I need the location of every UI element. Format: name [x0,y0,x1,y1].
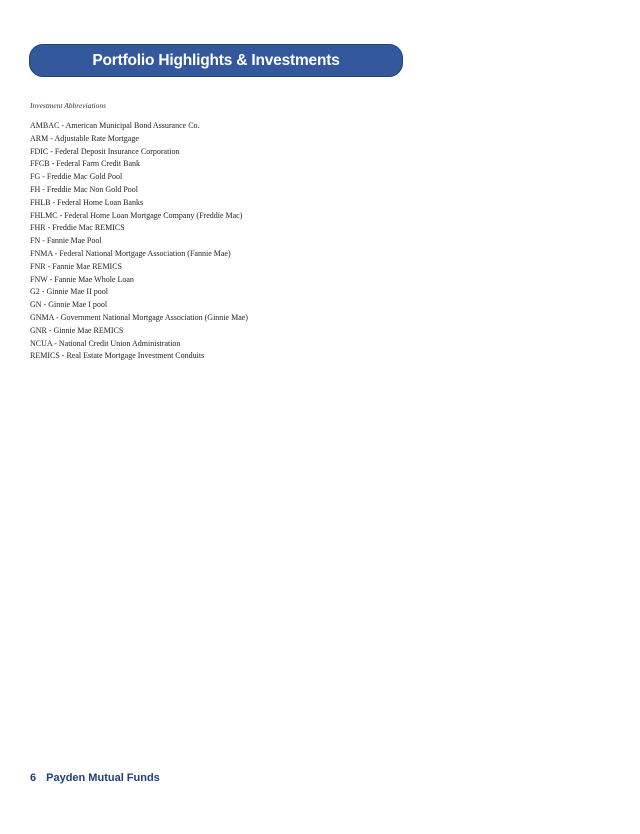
publisher-name: Payden Mutual Funds [46,772,160,784]
page-title: Portfolio Highlights & Investments [92,51,340,69]
list-item: G2 - Ginnie Mae II pool [30,287,108,297]
section-banner [29,44,403,77]
list-item: FNR - Fannie Mae REMICS [30,261,122,271]
list-item: FFCB - Federal Farm Credit Bank [30,159,140,169]
list-item: FHLB - Federal Home Loan Banks [30,197,144,207]
list-item: FDIC - Federal Deposit Insurance Corporation [30,146,180,156]
list-item: FN - Fannie Mae Pool [30,236,102,246]
list-item: FH - Freddie Mac Non Gold Pool [30,184,138,194]
list-item: GNMA - Government National Mortgage Association (Ginnie Mae) [30,312,248,322]
list-item: NCUA - National Credit Union Administration [30,338,181,348]
list-item: ARM - Adjustable Rate Mortgage [30,133,139,143]
abbreviation-list [30,120,248,363]
list-item: FG - Freddie Mac Gold Pool [30,172,123,182]
list-item: FHLMC - Federal Home Loan Mortgage Company (Freddie Mac) [30,210,243,220]
list-item: FHR - Freddie Mac REMICS [30,223,125,233]
list-item: FNW - Fannie Mae Whole Loan [30,274,134,284]
section-heading: Investment Abbreviations [30,101,107,110]
list-item: GNR - Ginnie Mae REMICS [30,325,124,335]
list-item: AMBAC - American Municipal Bond Assurance Co. [30,121,200,130]
page-number: 6 [30,772,37,784]
list-item: GN - Ginnie Mae I pool [30,300,108,310]
list-item: FNMA - Federal National Mortgage Association (Fannie Mae) [30,248,231,258]
page-footer [30,772,160,784]
list-item: REMICS - Real Estate Mortgage Investment Conduits [30,351,205,361]
